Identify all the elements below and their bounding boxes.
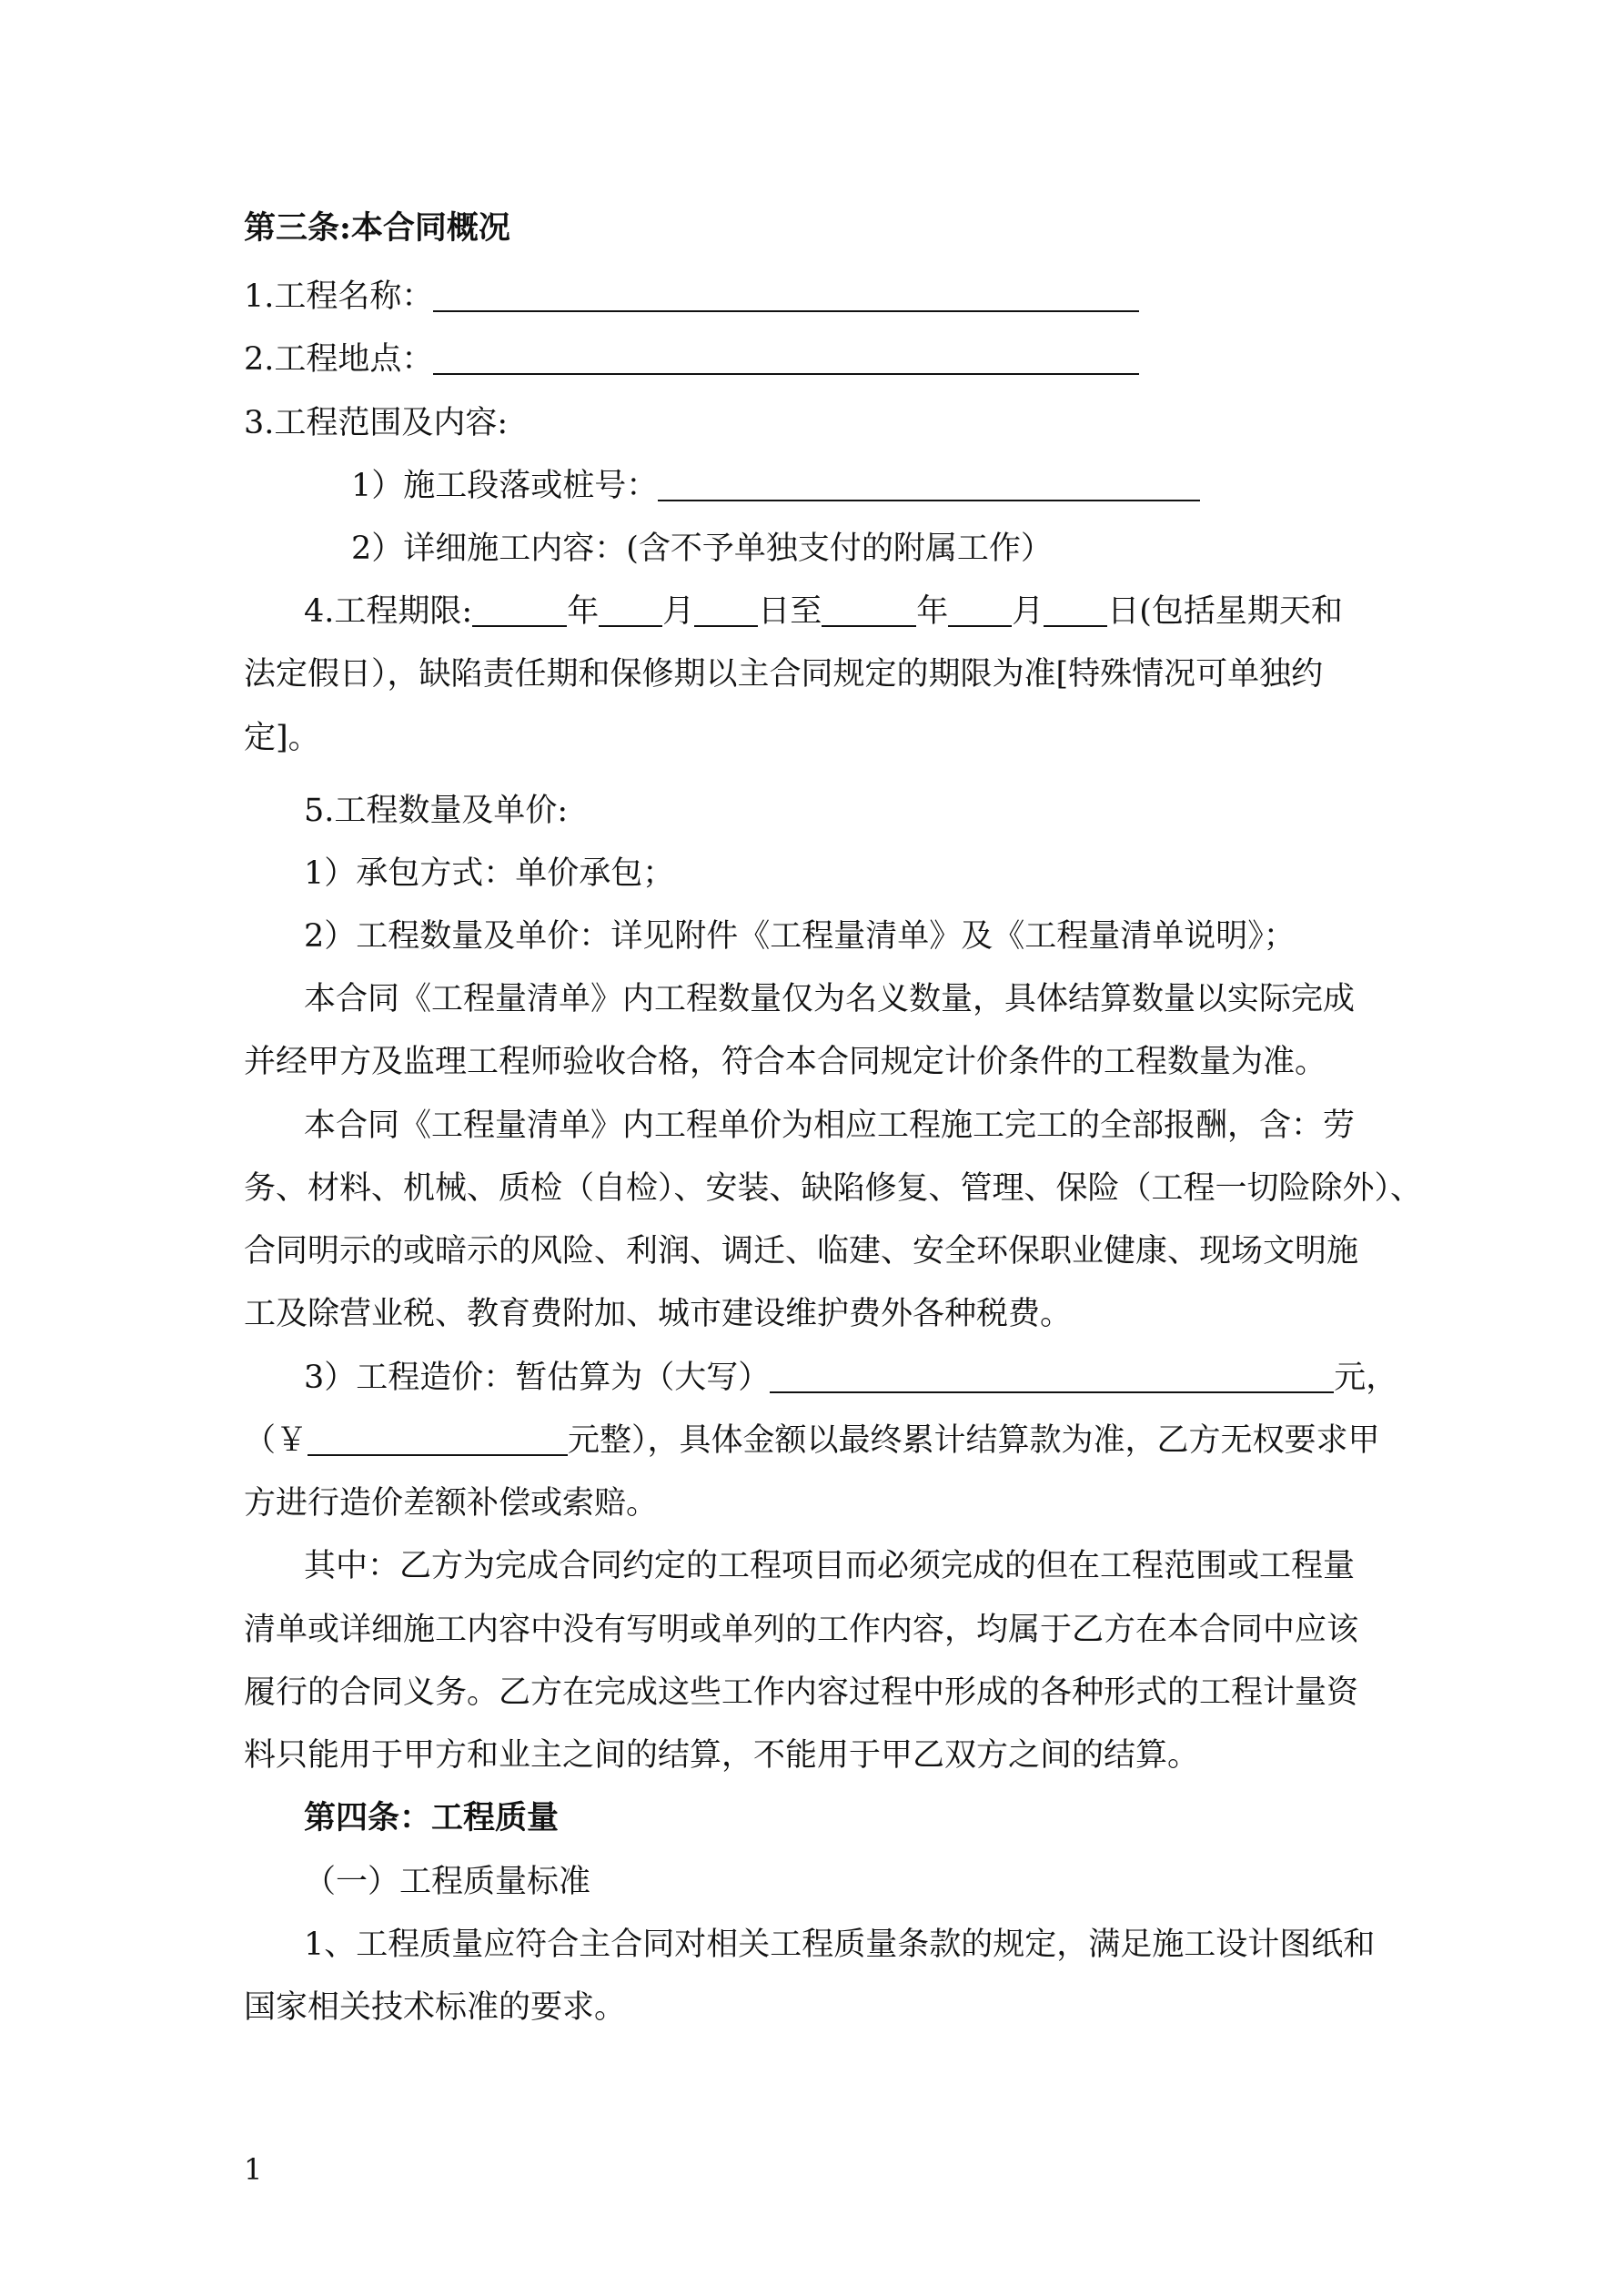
cost-number-blank[interactable] <box>308 1421 568 1456</box>
project-cost-line-3: 方进行造价差额补偿或索赔。 <box>244 1485 659 1522</box>
project-period-line-2: 法定假日），缺陷责任期和保修期以主合同规定的期限为准[特殊情况可单独约 <box>244 656 1324 693</box>
project-name-blank[interactable] <box>433 278 1139 312</box>
quality-standard-heading: （一）工程质量标准 <box>304 1864 591 1900</box>
quantity-price-label: 5.工程数量及单价: <box>304 793 569 829</box>
among-para-line-1: 其中：乙方为完成合同约定的工程项目而必须完成的但在工程范围或工程量 <box>304 1548 1356 1584</box>
cost-yuan-unit: 元， <box>1334 1360 1398 1396</box>
start-day-unit: 日至 <box>758 593 822 630</box>
project-location-label: 2.工程地点： <box>244 341 434 378</box>
among-para-line-2: 清单或详细施工内容中没有写明或单列的工作内容，均属于乙方在本合同中应该 <box>244 1612 1359 1648</box>
start-year-unit: 年 <box>567 593 600 630</box>
section-stake-blank[interactable] <box>658 467 1200 501</box>
end-year-unit: 年 <box>916 593 949 630</box>
page-number: 1 <box>244 2152 263 2187</box>
start-month-unit: 月 <box>662 593 695 630</box>
quantity-price-detail: 2）工程数量及单价：详见附件《工程量清单》及《工程量清单说明》； <box>304 918 1296 955</box>
end-day-unit: 日(包括星期天和 <box>1107 593 1343 630</box>
project-name-label: 1.工程名称： <box>244 278 434 315</box>
work-detail-label: 2）详细施工内容：(含不予单独支付的附属工作） <box>351 531 1053 567</box>
quantity-para-line-1: 本合同《工程量清单》内工程数量仅为名义数量，具体结算数量以实际完成 <box>304 981 1356 1017</box>
project-scope-label: 3.工程范围及内容: <box>244 405 509 441</box>
project-name-line <box>244 274 1390 319</box>
start-year-blank[interactable] <box>472 592 567 627</box>
quantity-para-line-2: 并经甲方及监理工程师验收合格，符合本合同规定计价条件的工程数量为准。 <box>244 1044 1327 1080</box>
project-cost-label: 3）工程造价：暂估算为（大写） <box>304 1360 771 1396</box>
quality-item-line-2: 国家相关技术标准的要求。 <box>244 1989 627 2026</box>
end-month-blank[interactable] <box>948 592 1012 627</box>
section-stake-label: 1）施工段落或桩号： <box>351 468 659 504</box>
project-period-label: 4.工程期限: <box>304 593 473 630</box>
project-period-line <box>304 589 1450 634</box>
project-cost-line-2 <box>244 1418 1390 1463</box>
price-para-line-2: 务、材料、机械、质检（自检）、安装、缺陷修复、管理、保险（工程一切险除外）、 <box>244 1170 1423 1207</box>
among-para-line-4: 料只能用于甲方和业主之间的结算，不能用于甲乙双方之间的结算。 <box>244 1737 1200 1774</box>
article4-heading: 第四条：工程质量 <box>304 1799 560 1836</box>
project-location-line <box>244 337 1390 382</box>
contract-method: 1）承包方式：单价承包； <box>304 855 675 892</box>
end-month-unit: 月 <box>1012 593 1044 630</box>
start-month-blank[interactable] <box>599 592 662 627</box>
project-period-line-3: 定]。 <box>244 720 320 756</box>
end-day-blank[interactable] <box>1044 592 1107 627</box>
end-year-blank[interactable] <box>822 592 916 627</box>
start-day-blank[interactable] <box>694 592 758 627</box>
section-stake-line <box>351 463 1498 509</box>
article3-heading: 第三条:本合同概况 <box>244 209 510 247</box>
among-para-line-3: 履行的合同义务。乙方在完成这些工作内容过程中形成的各种形式的工程计量资 <box>244 1674 1359 1711</box>
project-location-blank[interactable] <box>433 340 1139 375</box>
cost-yuan-whole: 元整），具体金额以最终累计结算款为准，乙方无权要求甲 <box>568 1422 1380 1459</box>
quality-item-line-1: 1、工程质量应符合主合同对相关工程质量条款的规定，满足施工设计图纸和 <box>304 1927 1376 1963</box>
price-para-line-4: 工及除营业税、教育费附加、城市建设维护费外各种税费。 <box>244 1296 1073 1332</box>
price-para-line-3: 合同明示的或暗示的风险、利润、调迁、临建、安全环保职业健康、现场文明施 <box>244 1233 1359 1269</box>
cost-yen-open: （￥ <box>244 1422 308 1459</box>
price-para-line-1: 本合同《工程量清单》内工程单价为相应工程施工完工的全部报酬，含：劳 <box>304 1108 1356 1144</box>
project-cost-line <box>304 1355 1450 1401</box>
cost-words-blank[interactable] <box>770 1359 1334 1393</box>
